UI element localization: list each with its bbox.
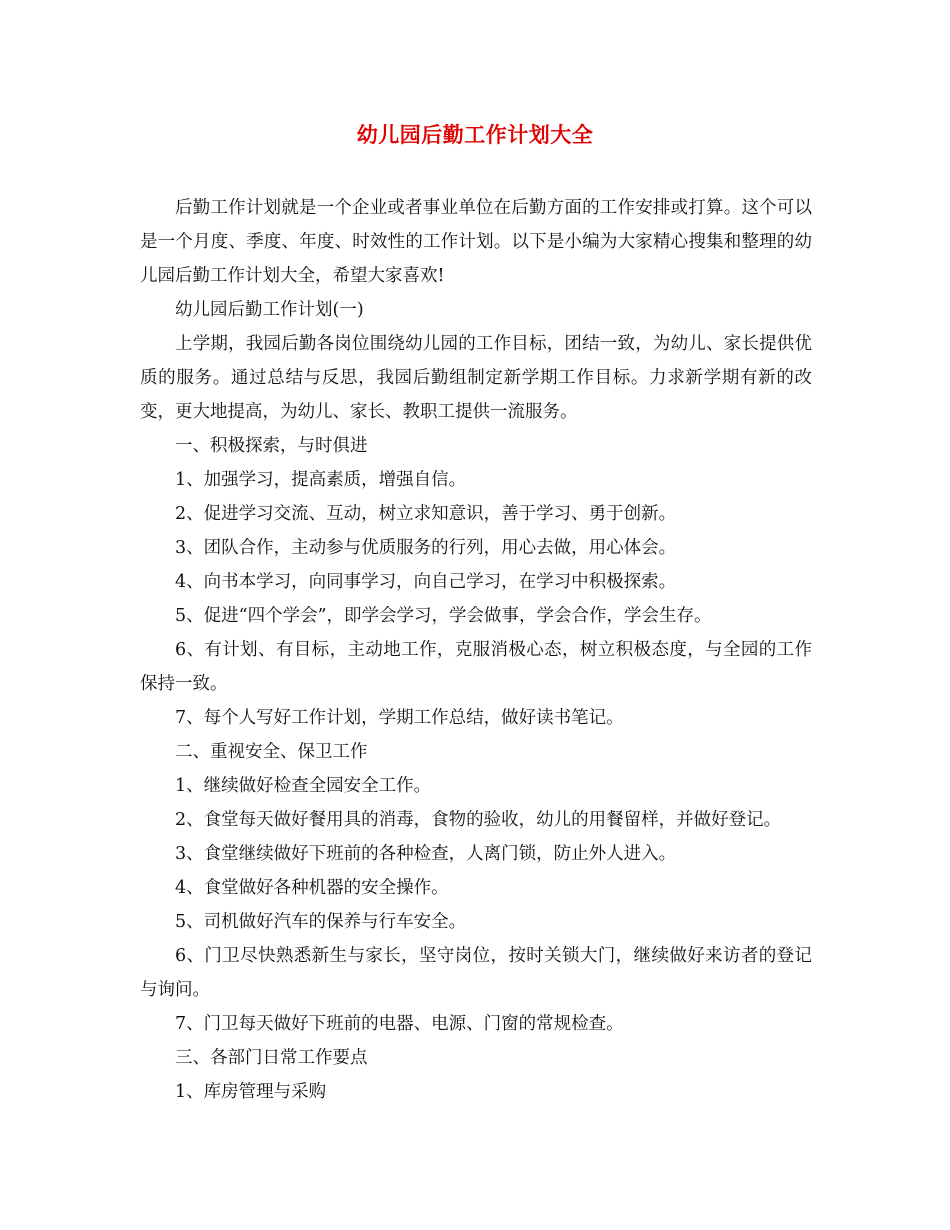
section-heading-safety: 二、重视安全、保卫工作 (175, 742, 368, 762)
list-item: 5、促进“四个学会”，即学会学习，学会做事，学会合作，学会生存。 (175, 606, 712, 626)
document-body (140, 191, 812, 1109)
list-item: 1、继续做好检查全园安全工作。 (175, 776, 432, 796)
list-item: 6、门卫尽快熟悉新生与家长，坚守岗位，按时关锁大门，继续做好来访者的登记与询问。 (140, 946, 812, 1000)
list-item: 5、司机做好汽车的保养与行车安全。 (175, 912, 467, 932)
list-item: 2、促进学习交流、互动，树立求知意识，善于学习、勇于创新。 (175, 504, 677, 524)
list-item: 7、门卫每天做好下班前的电器、电源、门窗的常规检查。 (175, 1014, 624, 1034)
list-item: 7、每个人写好工作计划，学期工作总结，做好读书笔记。 (175, 708, 624, 728)
paragraph-plan-one-summary: 上学期，我园后勤各岗位围绕幼儿园的工作目标，团结一致，为幼儿、家长提供优质的服务。通过总结与反思，我园后勤组制定新学期工作目标。力求新学期有新的改变，更大地提高，为幼儿、家长、教职工提供一流服务。 (140, 334, 812, 422)
section-heading-explore: 一、积极探索，与时俱进 (175, 436, 368, 456)
list-item: 1、库房管理与采购 (175, 1082, 327, 1102)
list-item: 3、食堂继续做好下班前的各种检查，人离门锁，防止外人进入。 (175, 844, 677, 864)
section-heading-daily-work: 三、各部门日常工作要点 (175, 1048, 368, 1068)
section-heading-plan-one: 幼儿园后勤工作计划(一) (175, 300, 364, 320)
list-item: 1、加强学习，提高素质，增强自信。 (175, 470, 467, 490)
list-item: 4、向书本学习，向同事学习，向自己学习，在学习中积极探索。 (175, 572, 677, 592)
document-title: 幼儿园后勤工作计划大全 (356, 122, 594, 147)
paragraph-intro: 后勤工作计划就是一个企业或者事业单位在后勤方面的工作安排或打算。这个可以是一个月度、季度、年度、时效性的工作计划。以下是小编为大家精心搜集和整理的幼儿园后勤工作计划大全，希望大家喜欢! (140, 198, 812, 286)
list-item: 4、食堂做好各种机器的安全操作。 (175, 878, 449, 898)
list-item: 6、有计划、有目标，主动地工作，克服消极心态，树立积极态度，与全园的工作保持一致。 (140, 640, 812, 694)
list-item: 3、团队合作，主动参与优质服务的行列，用心去做，用心体会。 (175, 538, 677, 558)
list-item: 2、食堂每天做好餐用具的消毒，食物的验收，幼儿的用餐留样，并做好登记。 (175, 810, 782, 830)
